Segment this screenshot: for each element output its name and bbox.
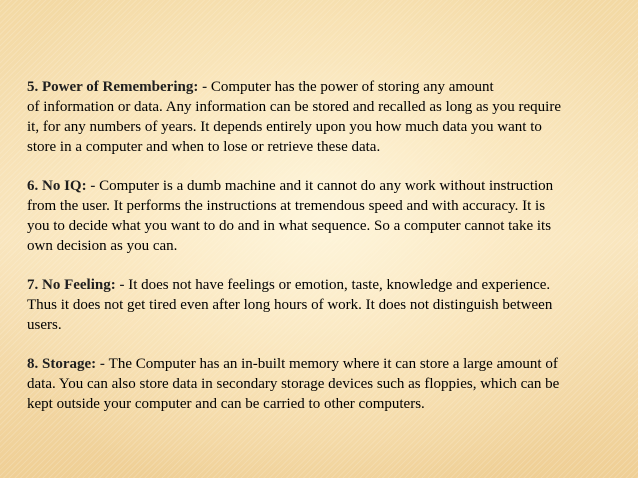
slide-content	[27, 77, 619, 433]
section-body: The Computer has an in-built memory where it can store a large amount of data. You can also store data in secondary storage devices such as floppies, which can be kept outside your computer and can be carried to other computers.	[27, 356, 560, 412]
section-heading: 7. No Feeling: -	[27, 277, 129, 293]
section-no-feeling	[27, 275, 619, 335]
section-body: Computer is a dumb machine and it cannot do any work without instruction from the user. It performs the instructions at tremendous speed and with accuracy. It is you to decide what you want to do and in what sequence. So a computer cannot take its own decision as you can.	[27, 178, 554, 254]
section-body: It does not have feelings or emotion, taste, knowledge and experience. Thus it does not get tired even after long hours of work. It does not distinguish between users.	[27, 277, 553, 333]
section-storage	[27, 354, 619, 414]
section-heading: 8. Storage: -	[27, 356, 109, 372]
section-no-iq	[27, 176, 619, 256]
section-power-of-remembering	[27, 77, 619, 157]
section-heading: 5. Power of Remembering: -	[27, 79, 211, 95]
section-heading: 6. No IQ: -	[27, 178, 100, 194]
section-body: Computer has the power of storing any amount of information or data. Any information can be stored and recalled as long as you require it, for any numbers of years. It depends entirely upon you how much data you want to store in a computer and when to lose or retrieve these data.	[27, 79, 561, 155]
